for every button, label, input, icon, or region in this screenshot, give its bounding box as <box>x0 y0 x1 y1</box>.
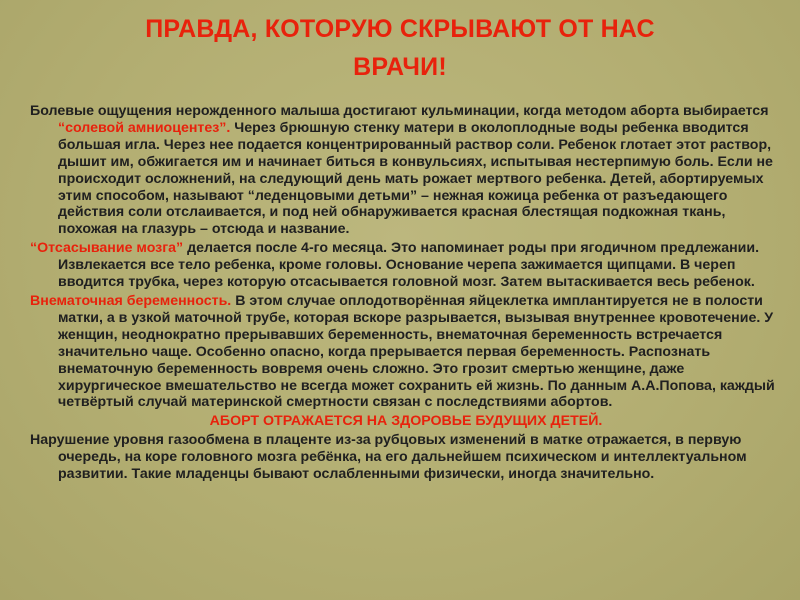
paragraph-gas-exchange: Нарушение уровня газообмена в плаценте из-за рубцовых изменений в матке отражается, в первую очередь, на коре головного мозга ребёнка, на его дальнейшем психическом и интеллектуальном развитии. Такие младенцы бывают ослабленными физически, иногда значительно. <box>30 432 747 483</box>
paragraph-text: Болевые ощущения нерожденного малыша достигают кульминации, когда методом аборта выбирается <box>30 103 769 119</box>
title-line-1: ПРАВДА, КОТОРУЮ СКРЫВАЮТ ОТ НАС <box>145 15 655 43</box>
highlight-term: Внематочная беременность. <box>30 292 232 309</box>
paragraph-text: В этом случае оплодотворённая яйцеклетка имплантируется не в полости матки, а в узкой маточной трубе, которая вскоре разрывается, вызывая внутреннее кровотечение. У женщин, неоднократно прерывавших беременность, внематочная беременность встречается значительно чаще. Особенно опасно, когда прерывается первая беременность. Распознать внематочную беременность вовремя очень сложно. Это грозит смертью женщине, даже хирургическое вмешательство не всегда может сохранить ей жизнь. По данным А.А.Попова, каждый четвёртый случай материнской смертности связан с последствиями абортов. <box>58 292 775 411</box>
paragraph-text: Через брюшную стенку матери в околоплодные воды ребенка вводится большая игла. Через нее подается концентрированный раствор соли. Ребенок глотает этот раствор, дышит им, обжигается им и начинает биться в конвульсиях, испытывая нестерпимую боль. Если не происходит осложнений, на следующий день мать рожает мертвого ребенка. Детей, абортируемых этим способом, называют “леденцовыми детьми” – нежная кожица ребенка от разъедающего действия соли отслаивается, и под ней обнаруживается красная блестящая подкожная ткань, похожая на глазурь – отсюда и название. <box>58 119 773 238</box>
title-line-2: ВРАЧИ! <box>353 53 447 81</box>
paragraph-brain-suction <box>30 240 782 291</box>
paragraph-ectopic-pregnancy <box>30 293 782 411</box>
slide-body <box>30 103 782 485</box>
highlight-term: “солевой амниоцентез”. <box>58 119 231 136</box>
paragraph-saline-amniocentesis <box>30 103 782 238</box>
highlight-term: “Отсасывание мозга” <box>30 240 184 257</box>
slide-title <box>60 10 740 86</box>
centered-headline: АБОРТ ОТРАЖАЕТСЯ НА ЗДОРОВЬЕ БУДУЩИХ ДЕТЕЙ. <box>209 413 603 430</box>
paragraph-text: делается после 4-го месяца. Это напоминает роды при ягодичном предлежании. Извлекается все тело ребенка, кроме головы. Основание черепа зажимается щипцами. В череп вводится трубка, через которую отсасывается головной мозг. Затем вытаскивается весь ребенок. <box>58 240 760 291</box>
